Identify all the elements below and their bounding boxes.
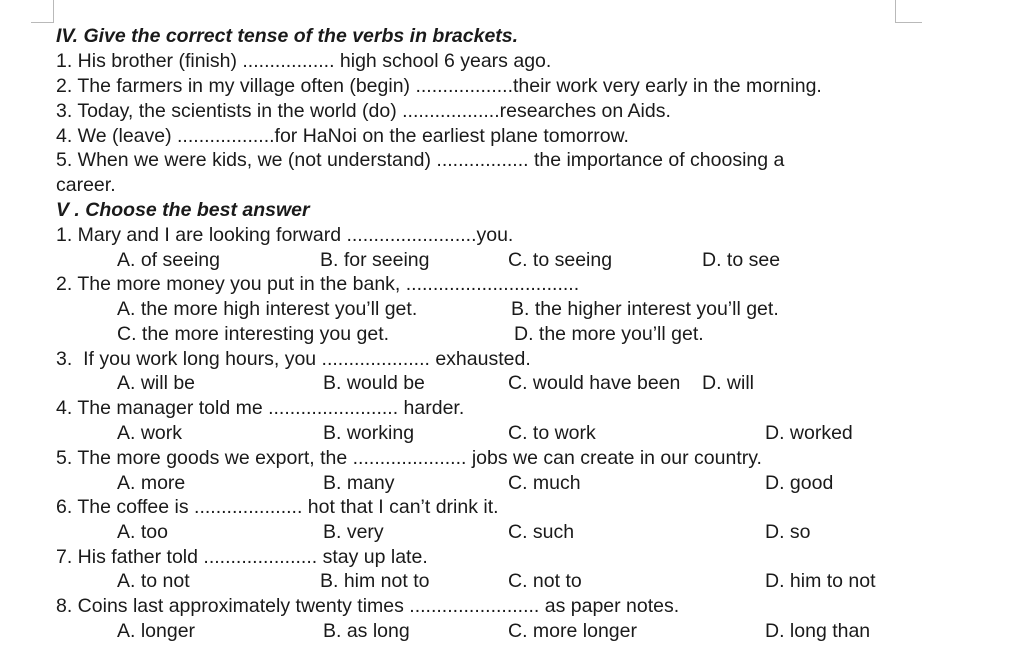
- question-2-option-c: C. the more interesting you get.: [117, 323, 390, 345]
- question-3-option-b: B. would be: [323, 372, 425, 394]
- page-corner-top-right: [895, 0, 922, 23]
- question-7-option-b: B. him not to: [320, 570, 430, 592]
- question-1-text: 1. Mary and I are looking forward ........................you.: [56, 224, 514, 246]
- question-7-text: 7. His father told ..................... stay up late.: [56, 546, 428, 568]
- question-4-option-d: D. worked: [765, 422, 853, 444]
- question-5-option-a: A. more: [117, 472, 186, 494]
- question-2-text: 2. The more money you put in the bank, ................................: [56, 273, 580, 295]
- question-3-option-a: A. will be: [117, 372, 196, 394]
- question-6-option-c: C. such: [508, 521, 575, 543]
- question-4-text: 4. The manager told me ........................ harder.: [56, 397, 465, 419]
- question-5-text: 5. The more goods we export, the ..................... jobs we can create in our country.: [56, 447, 762, 469]
- question-3-option-c: C. would have been: [508, 372, 681, 394]
- question-3-text: 3. If you work long hours, you .................... exhausted.: [56, 348, 531, 370]
- question-6-option-b: B. very: [323, 521, 384, 543]
- question-1-option-b: B. for seeing: [320, 249, 430, 271]
- question-8-option-d: D. long than: [765, 620, 871, 642]
- question-5-option-c: C. much: [508, 472, 581, 494]
- page-corner-top-left: [31, 0, 54, 23]
- question-1-option-c: C. to seeing: [508, 249, 613, 271]
- question-2-option-a: A. the more high interest you’ll get.: [117, 298, 418, 320]
- question-6-text: 6. The coffee is .................... hot that I can’t drink it.: [56, 496, 499, 518]
- question-4-option-a: A. work: [117, 422, 183, 444]
- question-7-option-a: A. to not: [117, 570, 190, 592]
- question-8-text: 8. Coins last approximately twenty times ........................ as paper notes.: [56, 595, 680, 617]
- question-7-option-d: D. him to not: [765, 570, 876, 592]
- section-iv-line-2: 2. The farmers in my village often (begin) ..................their work very early in the morning.: [56, 75, 822, 97]
- question-2-option-d: D. the more you’ll get.: [514, 323, 704, 345]
- section-iv-heading: IV. Give the correct tense of the verbs in brackets.: [56, 25, 519, 47]
- section-iv-line-6: career.: [56, 174, 116, 196]
- question-4-option-c: C. to work: [508, 422, 596, 444]
- question-8-option-b: B. as long: [323, 620, 410, 642]
- question-5-option-b: B. many: [323, 472, 395, 494]
- section-iv-line-3: 3. Today, the scientists in the world (do) ..................researches on Aids.: [56, 100, 671, 122]
- section-iv-line-1: 1. His brother (finish) ................. high school 6 years ago.: [56, 50, 552, 72]
- question-6-option-a: A. too: [117, 521, 168, 543]
- question-6-option-d: D. so: [765, 521, 811, 543]
- question-5-option-d: D. good: [765, 472, 834, 494]
- question-4-option-b: B. working: [323, 422, 415, 444]
- question-2-option-b: B. the higher interest you’ll get.: [511, 298, 779, 320]
- question-8-option-c: C. more longer: [508, 620, 637, 642]
- question-1-option-d: D. to see: [702, 249, 781, 271]
- question-3-option-d: D. will: [702, 372, 754, 394]
- question-8-option-a: A. longer: [117, 620, 196, 642]
- section-iv-line-4: 4. We (leave) ..................for HaNoi on the earliest plane tomorrow.: [56, 125, 629, 147]
- question-1-option-a: A. of seeing: [117, 249, 220, 271]
- section-v-heading: V . Choose the best answer: [56, 199, 310, 221]
- section-iv-line-5: 5. When we were kids, we (not understand) ................. the importance of choosing a: [56, 149, 785, 171]
- question-7-option-c: C. not to: [508, 570, 582, 592]
